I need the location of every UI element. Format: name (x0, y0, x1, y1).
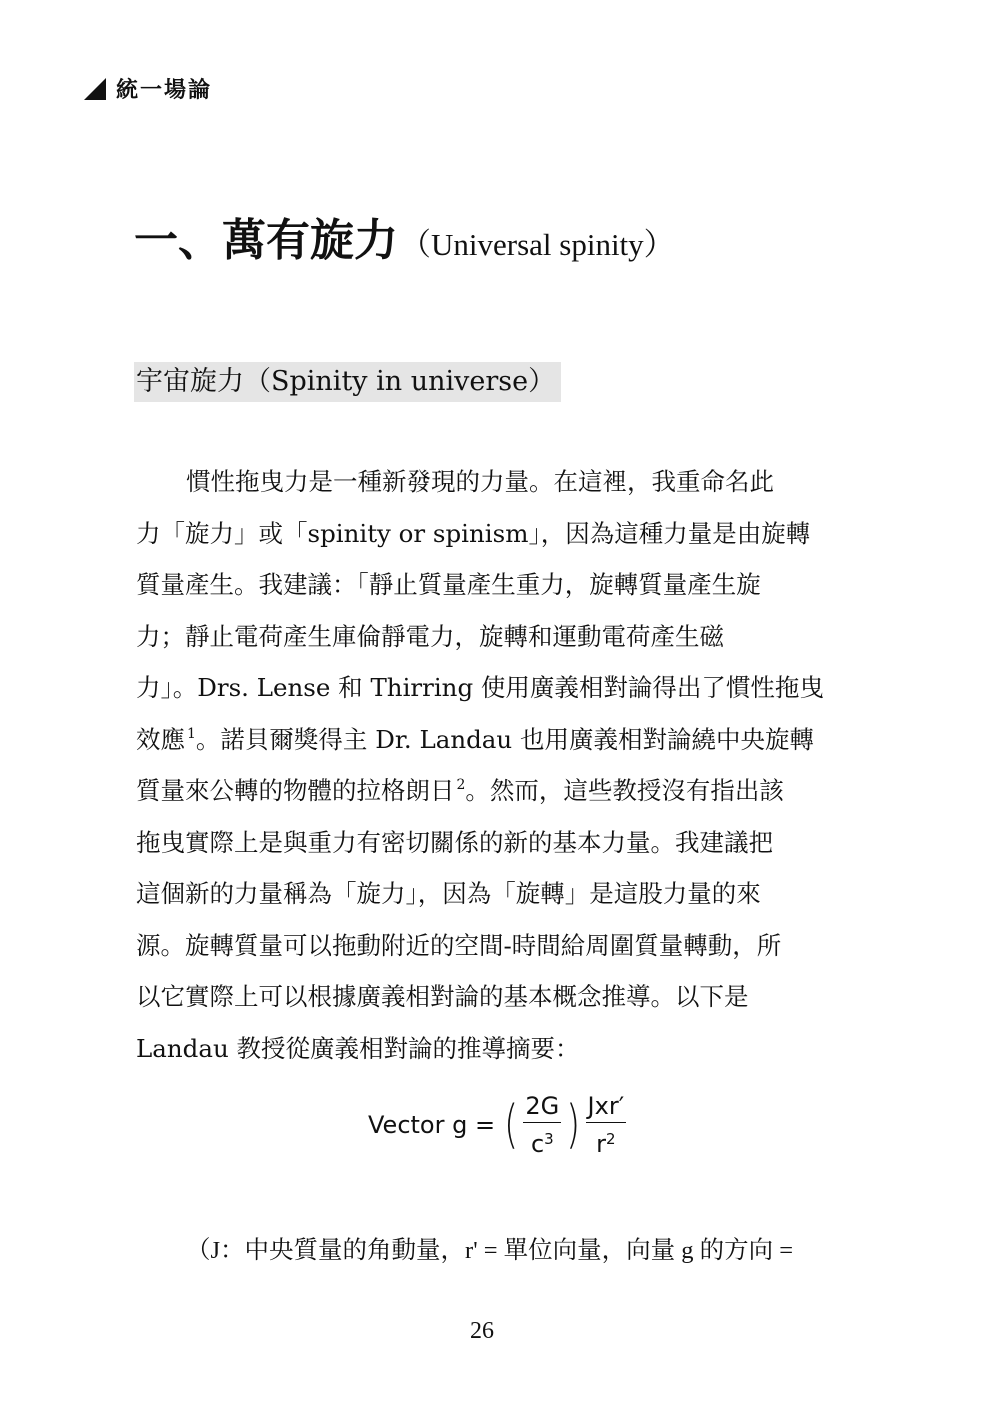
line-text (136, 765, 784, 817)
chapter-title-en: （Universal spinity） (400, 227, 675, 262)
line-text: Landau 教授從廣義相對論的推導摘要： (136, 1033, 580, 1063)
paragraph-line (136, 456, 830, 508)
paragraph-line (136, 1023, 830, 1075)
paragraph-line (136, 714, 830, 766)
line-text: 力；靜止電荷產生庫倫靜電力，旋轉和運動電荷產生磁 (136, 621, 724, 651)
line-text-part: 效應 (136, 724, 185, 754)
line-text: 這個新的力量稱為「旋力」，因為「旋轉」是這股力量的來 (136, 879, 761, 908)
paragraph-line (136, 611, 830, 663)
fraction-1-numerator: 2G (523, 1092, 561, 1123)
fraction-2-numerator: Jxr′ (586, 1092, 627, 1123)
line-text-part: 質量來公轉的物體的拉格朗日 (136, 776, 455, 805)
paragraph-line (136, 559, 830, 611)
triangle-marker-icon (84, 78, 106, 100)
line-text (136, 714, 814, 766)
line-text: 源。旋轉質量可以拖動附近的空間-時間給周圍質量轉動，所 (136, 930, 782, 960)
line-text: 力「旋力」或「spinity or spinism」，因為這種力量是由旋轉 (136, 518, 811, 548)
fraction-2 (586, 1092, 627, 1158)
running-head (84, 70, 212, 106)
paragraph-line (136, 817, 830, 869)
line-text: 拖曳實際上是與重力有密切關係的新的基本力量。我建議把 (136, 827, 773, 857)
paragraph-line (136, 920, 830, 972)
denominator-base: r (596, 1130, 607, 1158)
footnote-ref[interactable]: 1 (187, 725, 196, 742)
fraction-1 (523, 1092, 561, 1158)
formula (368, 1090, 628, 1160)
paragraph-line (136, 868, 830, 920)
note-line: （J：中央質量的角動量，r' = 單位向量，向量 g 的方向 = (186, 1237, 794, 1264)
line-text: 慣性拖曳力是一種新發現的力量。在這裡，我重命名此 (186, 467, 774, 496)
section-heading: 宇宙旋力（Spinity in universe） (134, 362, 561, 402)
chapter-title (134, 204, 675, 268)
right-paren: ) (566, 1095, 581, 1155)
denominator-exponent: 3 (544, 1130, 554, 1148)
fraction-1-denominator (531, 1123, 554, 1158)
line-text: 力」。Drs. Lense 和 Thirring 使用廣義相對論得出了慣性拖曳 (136, 673, 824, 702)
paragraph-line (136, 971, 830, 1023)
paragraph-line (136, 662, 830, 714)
running-head-title: 統一場論 (116, 77, 213, 103)
footnote-ref[interactable]: 2 (456, 777, 466, 793)
denominator-exponent: 2 (606, 1130, 616, 1148)
body-paragraph (136, 456, 830, 1074)
formula-lhs: Vector g = (368, 1111, 496, 1139)
paragraph-line (136, 508, 830, 560)
denominator-base: c (530, 1130, 545, 1158)
line-text-part: 。諾貝爾獎得主 Dr. Landau 也用廣義相對論繞中央旋轉 (195, 724, 814, 754)
paragraph-line (136, 765, 830, 817)
line-text: 以它實際上可以根據廣義相對論的基本概念推導。以下是 (136, 982, 749, 1011)
fraction-2-denominator (596, 1123, 615, 1158)
chapter-title-zh: 一、萬有旋力 (134, 215, 398, 266)
line-text: 質量產生。我建議：「靜止質量產生重力，旋轉質量產生旋 (136, 570, 761, 599)
page-number: 26 (470, 1318, 494, 1344)
line-text-part: 。然而，這些教授沒有指出該 (465, 776, 784, 805)
left-paren: ( (504, 1095, 519, 1155)
